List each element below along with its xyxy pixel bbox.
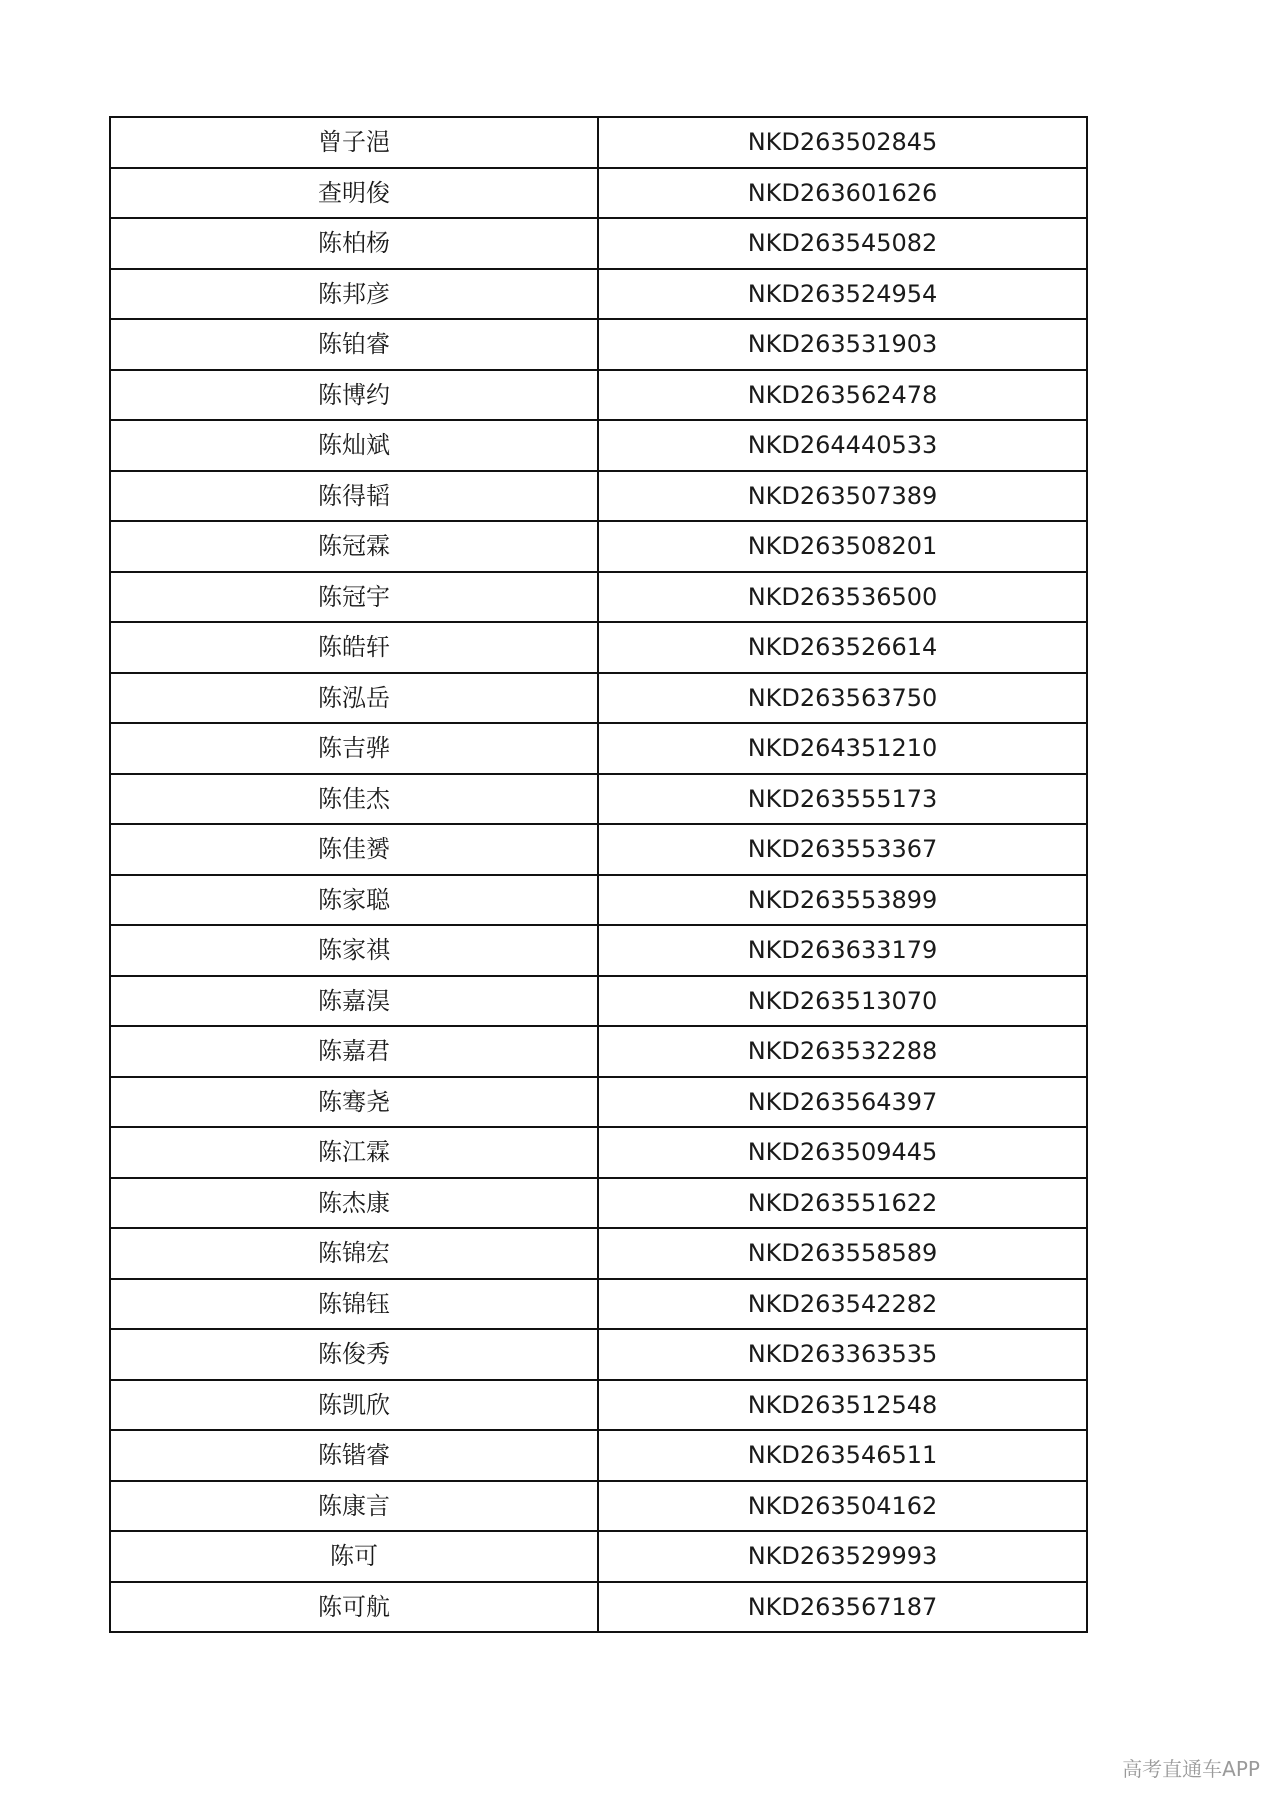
student-id-cell: NKD263529993 [598, 1531, 1087, 1582]
student-id-cell: NKD263526614 [598, 622, 1087, 673]
student-id-cell: NKD264440533 [598, 420, 1087, 471]
student-name-cell: 陈柏杨 [110, 218, 598, 269]
table-row [110, 622, 1087, 673]
table-row [110, 774, 1087, 825]
student-name-cell: 查明俊 [110, 168, 598, 219]
student-id-cell: NKD263601626 [598, 168, 1087, 219]
student-name-cell: 陈冠宇 [110, 572, 598, 623]
student-name-cell: 陈锦宏 [110, 1228, 598, 1279]
table-row [110, 723, 1087, 774]
roster-table-body [110, 117, 1087, 1632]
student-id-cell: NKD263524954 [598, 269, 1087, 320]
student-name-cell: 陈佳赟 [110, 824, 598, 875]
table-row [110, 117, 1087, 168]
student-name-cell: 陈可航 [110, 1582, 598, 1633]
student-name-cell: 陈康言 [110, 1481, 598, 1532]
student-id-cell: NKD263531903 [598, 319, 1087, 370]
student-name-cell: 陈凯欣 [110, 1380, 598, 1431]
student-id-cell: NKD263545082 [598, 218, 1087, 269]
student-id-cell: NKD263512548 [598, 1380, 1087, 1431]
table-row [110, 1531, 1087, 1582]
table-row [110, 1228, 1087, 1279]
student-id-cell: NKD263563750 [598, 673, 1087, 724]
student-name-cell: 陈博约 [110, 370, 598, 421]
student-name-cell: 陈得韬 [110, 471, 598, 522]
table-row [110, 1279, 1087, 1330]
table-row [110, 521, 1087, 572]
student-id-cell: NKD263504162 [598, 1481, 1087, 1532]
table-row [110, 370, 1087, 421]
student-name-cell: 陈江霖 [110, 1127, 598, 1178]
student-id-cell: NKD263536500 [598, 572, 1087, 623]
roster-table [109, 116, 1088, 1633]
table-row [110, 1481, 1087, 1532]
table-row [110, 319, 1087, 370]
student-name-cell: 陈灿斌 [110, 420, 598, 471]
student-id-cell: NKD263551622 [598, 1178, 1087, 1229]
table-row [110, 471, 1087, 522]
student-id-cell: NKD263567187 [598, 1582, 1087, 1633]
student-name-cell: 陈邦彦 [110, 269, 598, 320]
student-id-cell: NKD263555173 [598, 774, 1087, 825]
table-row [110, 976, 1087, 1027]
student-name-cell: 陈家聪 [110, 875, 598, 926]
table-row [110, 1127, 1087, 1178]
table-row [110, 875, 1087, 926]
table-row [110, 673, 1087, 724]
student-id-cell: NKD263502845 [598, 117, 1087, 168]
student-id-cell: NKD263507389 [598, 471, 1087, 522]
table-row [110, 925, 1087, 976]
student-id-cell: NKD263546511 [598, 1430, 1087, 1481]
table-row [110, 1430, 1087, 1481]
student-name-cell: 陈吉骅 [110, 723, 598, 774]
student-name-cell: 陈冠霖 [110, 521, 598, 572]
student-id-cell: NKD263558589 [598, 1228, 1087, 1279]
student-id-cell: NKD263513070 [598, 976, 1087, 1027]
table-row [110, 218, 1087, 269]
table-row [110, 168, 1087, 219]
student-name-cell: 陈铂睿 [110, 319, 598, 370]
student-name-cell: 陈佳杰 [110, 774, 598, 825]
table-row [110, 1077, 1087, 1128]
student-id-cell: NKD263562478 [598, 370, 1087, 421]
table-row [110, 572, 1087, 623]
table-row [110, 420, 1087, 471]
student-id-cell: NKD263553367 [598, 824, 1087, 875]
student-name-cell: 陈皓轩 [110, 622, 598, 673]
student-name-cell: 陈可 [110, 1531, 598, 1582]
student-id-cell: NKD263564397 [598, 1077, 1087, 1128]
student-id-cell: NKD263633179 [598, 925, 1087, 976]
student-name-cell: 陈嘉君 [110, 1026, 598, 1077]
student-name-cell: 曾子浥 [110, 117, 598, 168]
table-row [110, 824, 1087, 875]
table-row [110, 1380, 1087, 1431]
student-name-cell: 陈锦钰 [110, 1279, 598, 1330]
watermark: 高考直通车APP [1122, 1757, 1260, 1781]
student-name-cell: 陈锴睿 [110, 1430, 598, 1481]
student-name-cell: 陈骞尧 [110, 1077, 598, 1128]
student-name-cell: 陈杰康 [110, 1178, 598, 1229]
student-name-cell: 陈泓岳 [110, 673, 598, 724]
student-id-cell: NKD263509445 [598, 1127, 1087, 1178]
table-row [110, 269, 1087, 320]
student-id-cell: NKD263508201 [598, 521, 1087, 572]
table-row [110, 1026, 1087, 1077]
table-row [110, 1329, 1087, 1380]
student-id-cell: NKD263532288 [598, 1026, 1087, 1077]
table-row [110, 1178, 1087, 1229]
student-name-cell: 陈家祺 [110, 925, 598, 976]
student-id-cell: NKD264351210 [598, 723, 1087, 774]
student-id-cell: NKD263363535 [598, 1329, 1087, 1380]
table-row [110, 1582, 1087, 1633]
student-id-cell: NKD263542282 [598, 1279, 1087, 1330]
student-name-cell: 陈俊秀 [110, 1329, 598, 1380]
student-id-cell: NKD263553899 [598, 875, 1087, 926]
student-name-cell: 陈嘉淏 [110, 976, 598, 1027]
